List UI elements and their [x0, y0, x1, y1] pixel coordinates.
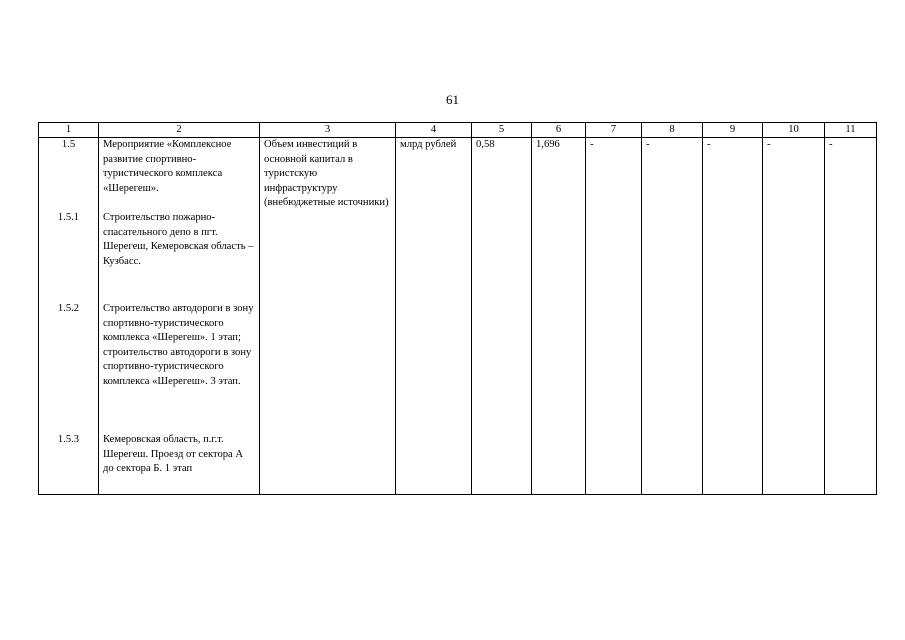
item-description: Мероприятие «Комплексное развитие спортивно-туристического комплекса «Шерегеш».	[103, 139, 232, 194]
item-description: Кемеровская область, п.г.т. Шерегеш. Проезд от сектора А до сектора Б. 1 этап	[103, 434, 244, 475]
item-number: 1.5.1	[57, 212, 80, 223]
header-cell: 10	[763, 123, 825, 138]
header-cell: 8	[642, 123, 703, 138]
table-row	[39, 138, 877, 495]
item-number: 1.5	[61, 139, 76, 150]
item-number: 1.5.3	[57, 434, 80, 445]
header-cell: 9	[703, 123, 763, 138]
value-cell-10: -	[763, 138, 825, 495]
data-table	[38, 122, 877, 495]
header-cell: 2	[99, 123, 260, 138]
header-row	[39, 123, 877, 138]
header-cell: 1	[39, 123, 99, 138]
unit-cell: млрд рублей	[396, 138, 472, 495]
value-cell-11: -	[825, 138, 877, 495]
indicator-cell: Объем инвестиций в основной капитал в туристскую инфраструктуру (внебюджетные источники)	[260, 138, 396, 495]
page-number: 61	[446, 92, 459, 107]
item-description-cell	[99, 138, 260, 495]
item-description: Строительство автодороги в зону спортивно-туристического комплекса «Шерегеш». 1 этап; строительство автодороги в зону спортивно-туристического комплекса «Шерегеш». 3 этап.	[103, 303, 254, 387]
header-cell: 11	[825, 123, 877, 138]
header-cell: 5	[472, 123, 532, 138]
value-cell-7: -	[586, 138, 642, 495]
value-cell-6: 1,696	[532, 138, 586, 495]
item-number-cell	[39, 138, 99, 495]
item-description: Строительство пожарно-спасательного депо в пгт. Шерегеш, Кемеровская область – Кузбасс.	[103, 212, 254, 267]
item-number: 1.5.2	[57, 303, 80, 314]
value-cell-9: -	[703, 138, 763, 495]
value-cell-8: -	[642, 138, 703, 495]
header-cell: 3	[260, 123, 396, 138]
header-cell: 7	[586, 123, 642, 138]
header-cell: 6	[532, 123, 586, 138]
value-cell-5: 0,58	[472, 138, 532, 495]
header-cell: 4	[396, 123, 472, 138]
